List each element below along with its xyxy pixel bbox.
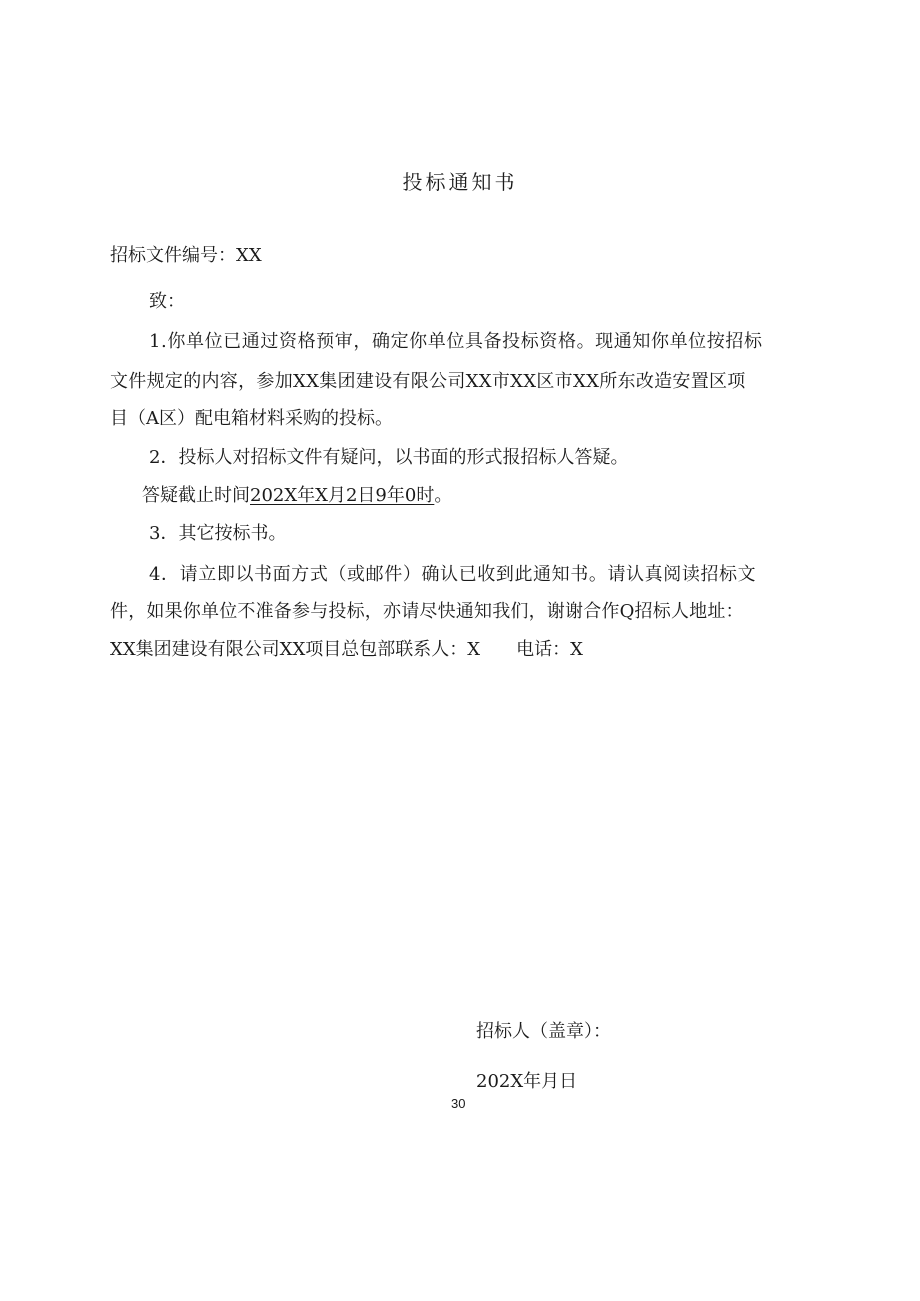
- salutation: 致：: [149, 291, 185, 312]
- item4-line1: 4．请立即以书面方式（或邮件）确认已收到此通知书。请认真阅读招标文: [149, 564, 757, 585]
- item1-line2: 文件规定的内容，参加XX集团建设有限公司XX市XX区市XX所东改造安置区项: [110, 371, 746, 392]
- file-number: 招标文件编号：XX: [110, 245, 262, 266]
- contact-phone: 电话：X: [516, 639, 583, 660]
- item1-line3: 目（A区）配电箱材料采购的投标。: [110, 408, 393, 429]
- item4-line2: 件，如果你单位不准备参与投标，亦请尽快通知我们，谢谢合作Q招标人地址：: [110, 601, 744, 622]
- item2-deadline: [142, 484, 452, 508]
- item4-line3: [110, 638, 583, 662]
- deadline-value: 202X年X月2日9年0时: [250, 485, 435, 506]
- contact-person: XX集团建设有限公司XX项目总包部联系人：X: [110, 639, 481, 660]
- item2-line1: 2．投标人对招标文件有疑问，以书面的形式报招标人答疑。: [149, 447, 629, 468]
- signature-label: 招标人（盖章）：: [476, 1021, 611, 1042]
- deadline-label: 答疑截止时间: [142, 485, 250, 506]
- signature-date: 202X年月日: [476, 1071, 578, 1092]
- page-number: 30: [451, 1096, 466, 1111]
- item1-line1: 1.你单位已通过资格预审，确定你单位具备投标资格。现通知你单位按招标: [149, 331, 763, 352]
- item3-line1: 3．其它按标书。: [149, 523, 287, 544]
- deadline-end: 。: [434, 485, 453, 506]
- document-title: 投标通知书: [402, 170, 518, 194]
